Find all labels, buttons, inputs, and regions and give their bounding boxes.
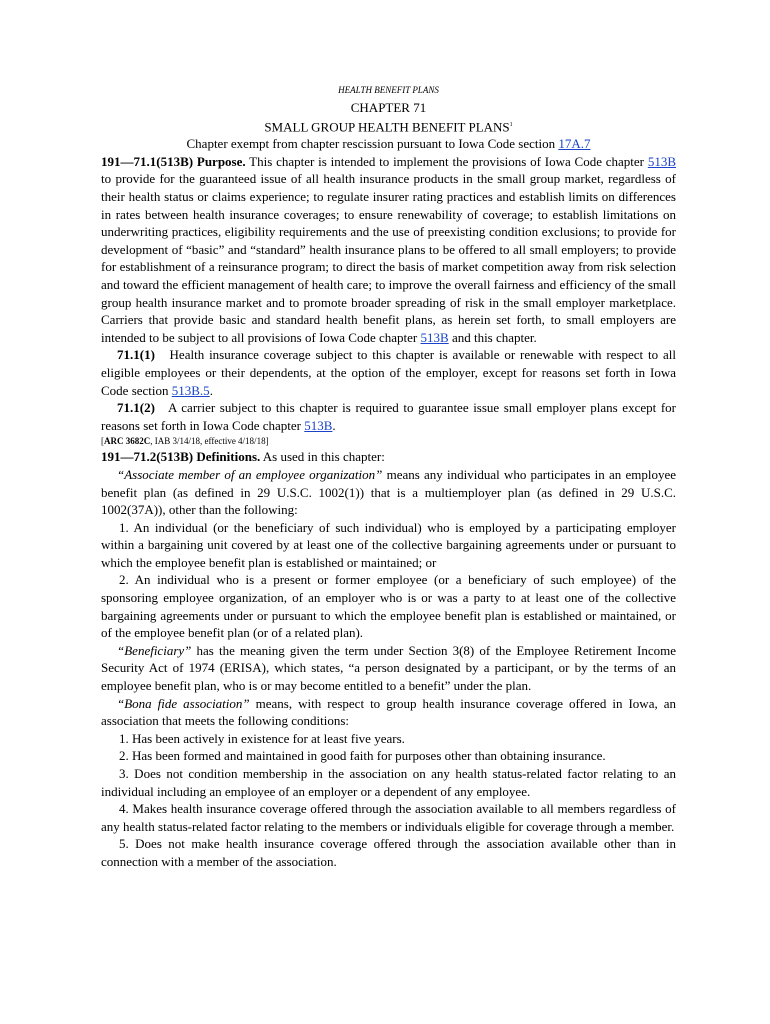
link-513b[interactable]: 513B bbox=[420, 329, 449, 345]
history-open: [ bbox=[101, 436, 104, 447]
history-rest: , IAB 3/14/18, effective 4/18/18] bbox=[150, 436, 269, 447]
purpose-text-b: to provide for the guaranteed issue of all health insurance products in the small group market, regardless of their health status or claims experience; to regulate insurer rating practices and establish limits on differences in rates between health insurance coverages; to ensure renewability of coverage; to establish limitations on underwriting practices, eligibility requirements and the use of preexisting condition exclusions; to provide for development of “basic” and “standard” health insurance plans to be offered to all small employers; to provide for establishment of a reinsurance program; to direct the basis of market competition away from risk selection and toward the efficient management of health care; to improve the overall fairness and efficiency of the small group health insurance market and to promote broader spreading of risk in the small employer marketplace. Carriers that provide basic and standard health benefit plans, as herein set forth, to small employers are intended to be subject to all provisions of Iowa Code chapter bbox=[101, 171, 676, 345]
list-item: 1. Has been actively in existence for at least five years. bbox=[119, 730, 405, 746]
purpose-text-c: and this chapter. bbox=[448, 329, 537, 345]
link-513b-5[interactable]: 513B.5 bbox=[171, 382, 210, 398]
definition-beneficiary bbox=[101, 642, 676, 695]
subrule-71-1-2 bbox=[101, 399, 680, 434]
definition-text: means, with respect to group health insurance coverage offered in Iowa, an association that meets the following conditions: bbox=[101, 695, 676, 729]
subrule-71-1-1 bbox=[101, 346, 680, 399]
subrule-71-1-1-end: . bbox=[209, 382, 213, 398]
rule-71-1-purpose bbox=[101, 153, 676, 347]
list-item: 1. An individual (or the beneficiary of such individual) who is employed by a participating employer within a bargaining unit covered by at least one of the collective bargaining agreements under or pursuant to which the employee benefit plan is established or maintained; or bbox=[101, 519, 676, 570]
definition-term: “Associate member of an employee organization” bbox=[117, 466, 383, 482]
list-item: 3. Does not condition membership in the association on any health status-related factor relating to an individual including an employee of an employer or a dependent of any employee. bbox=[101, 766, 676, 799]
link-513b[interactable]: 513B bbox=[647, 153, 676, 169]
history-note bbox=[101, 434, 676, 448]
history-arc: ARC 3682C bbox=[104, 436, 151, 447]
document-page bbox=[101, 84, 680, 871]
purpose-text-a: This chapter is intended to implement the provisions of Iowa Code chapter bbox=[245, 153, 648, 169]
list-item: 4. Makes health insurance coverage offered through the association available to all members regardless of any health status-related factor relating to the members or individuals eligible for coverage through a member. bbox=[101, 801, 676, 834]
chapter-title bbox=[101, 117, 676, 136]
subrule-71-1-2-text: A carrier subject to this chapter is required to guarantee issue small employer plans except for reasons set forth in Iowa Code chapter bbox=[101, 400, 680, 433]
chapter-title-mark: 1 bbox=[509, 121, 513, 128]
link-17a7[interactable]: 17A.7 bbox=[558, 136, 591, 152]
definition-text: means any individual who participates in an employee benefit plan (as defined in 29 U.S.C. 1002(1)) that is a multiemployer plan (as defined in 29 U.S.C. 1002(37A)), other than the following: bbox=[101, 466, 677, 518]
rule-71-2-definitions bbox=[101, 448, 676, 466]
chapter-number: CHAPTER 71 bbox=[350, 100, 427, 115]
list-item: 2. Has been formed and maintained in good faith for purposes other than obtaining insurance. bbox=[119, 748, 606, 764]
running-head: HEALTH BENEFIT PLANS bbox=[338, 85, 439, 95]
link-513b[interactable]: 513B bbox=[304, 417, 333, 433]
list-item: 2. An individual who is a present or former employee (or a beneficiary of such employee) of the sponsoring employee organization, of an employer who is or was a party to at least one of the collective bargaining agreements under or pursuant to which the employee benefit plan is established or maintained, or of the employee benefit plan (or of a related plan). bbox=[101, 572, 676, 641]
chapter-title-text: SMALL GROUP HEALTH BENEFIT PLANS bbox=[264, 118, 510, 134]
subrule-71-1-1-text: Health insurance coverage subject to this chapter is available or renewable with respect to all eligible employees or their dependents, at the option of the employer, except for reasons set forth in Iowa Code section bbox=[101, 347, 680, 398]
exempt-note-text: Chapter exempt from chapter rescission pursuant to Iowa Code section bbox=[186, 136, 559, 152]
chapter-exempt-note bbox=[101, 135, 676, 153]
definition-term: “Bona fide association” bbox=[117, 695, 250, 711]
definition-text: has the meaning given the term under Section 3(8) of the Employee Retirement Income Security Act of 1974 (ERISA), which states, “a person designated by a participant, or by the terms of an employee benefit plan, who is or may become entitled to a benefit” under the plan. bbox=[101, 642, 676, 694]
rule-71-1-heading: 191—71.1(513B) Purpose. bbox=[101, 153, 246, 169]
subrule-71-1-2-end: . bbox=[332, 417, 336, 433]
subrule-71-1-1-label: 71.1(1) bbox=[117, 347, 155, 363]
definition-term: “Beneficiary” bbox=[117, 642, 192, 658]
definitions-intro: As used in this chapter: bbox=[260, 449, 385, 465]
rule-71-2-heading: 191—71.2(513B) Definitions. bbox=[101, 449, 261, 465]
subrule-71-1-2-label: 71.1(2) bbox=[117, 400, 155, 416]
list-item: 5. Does not make health insurance coverage offered through the association available other than in connection with a member of the association. bbox=[101, 836, 676, 869]
definition-associate-member bbox=[101, 466, 676, 519]
definition-bona-fide-association bbox=[101, 695, 676, 730]
